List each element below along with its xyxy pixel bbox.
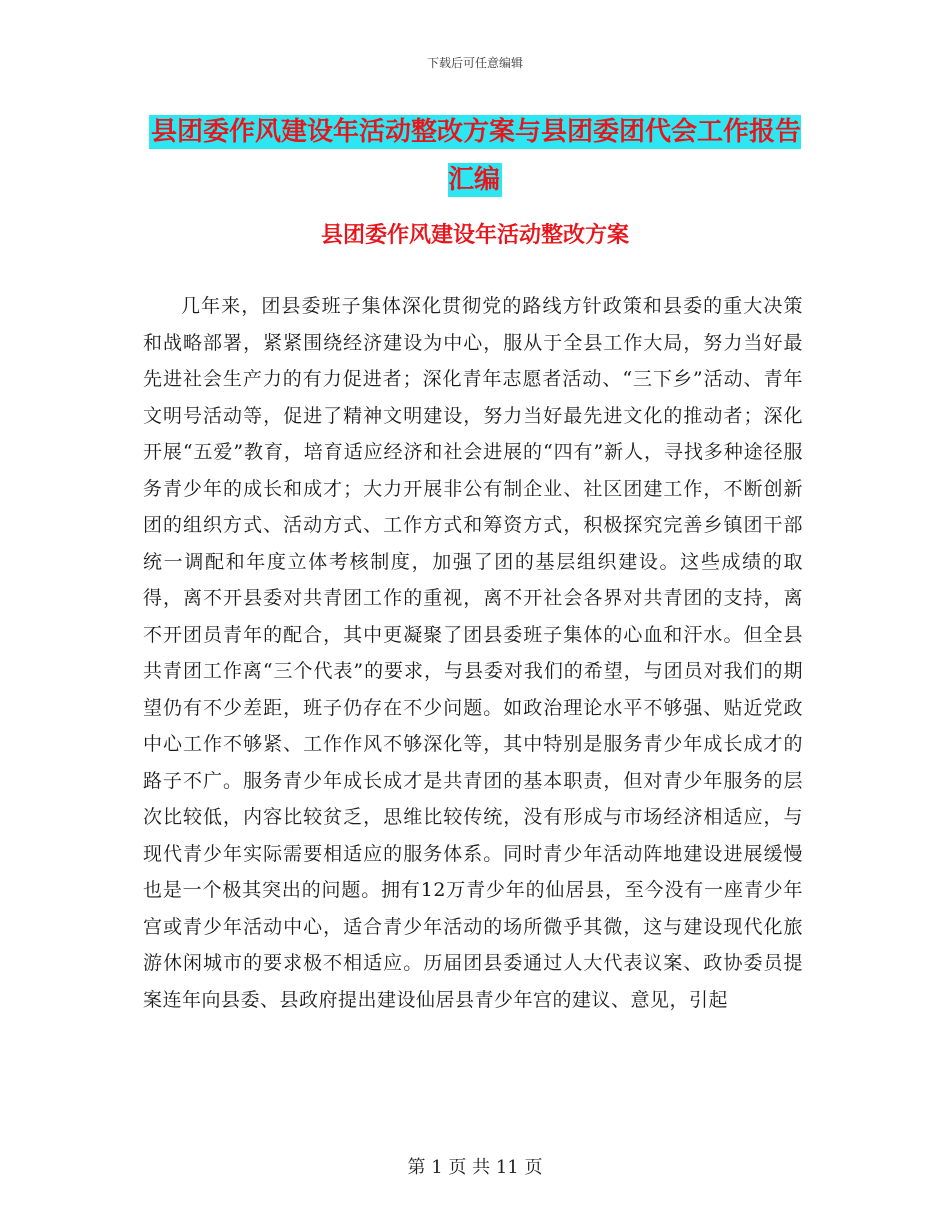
body-paragraph: 几年来，团县委班子集体深化贯彻党的路线方针政策和县委的重大决策和战略部署，紧紧围绕经济建设为中心，服从于全县工作大局，努力当好最先进社会生产力的有力促进者；深化青年志愿者活动、“三下乡”活动、青年文明号活动等，促进了精神文明建设，努力当好最先进文化的推动者；深化开展“五爱”教育，培育适应经济和社会进展的“四有”新人，寻找多种途径服务青少年的成长和成才；大力开展非公有制企业、社区团建工作，不断创新团的组织方式、活动方式、工作方式和筹资方式，积极探究完善乡镇团干部统一调配和年度立体考核制度，加强了团的基层组织建设。这些成绩的取得，离不开县委对共青团工作的重视，离不开社会各界对共青团的支持，离不开团员青年的配合，其中更凝聚了团县委班子集体的心血和汗水。但全县共青团工作离“三个代表”的要求，与县委对我们的希望，与团员对我们的期望仍有不少差距，班子仍存在不少问题。如政治理论水平不够强、贴近党政中心工作不够紧、工作作风不够深化等，其中特别是服务青少年成长成才的路子不广。服务青少年成长成才是共青团的基本职责，但对青少年服务的层次比较低，内容比较贫乏，思维比较传统，没有形成与市场经济相适应，与现代青少年实际需要相适应的服务体系。同时青少年活动阵地建设进展缓慢也是一个极其突出的问题。拥有12万青少年的仙居县，至今没有一座青少年宫或青少年活动中心，适合青少年活动的场所微乎其微，这与建设现代化旅游休闲城市的要求极不相适应。历届团县委通过人大代表议案、政协委员提案连年向县委、县政府提出建设仙居县青少年宫的建议、意见，引起 [143, 295, 803, 1011]
document-title [140, 108, 810, 204]
document-title-text: 县团委作风建设年活动整改方案与县团委团代会工作报告汇编 [150, 117, 801, 195]
section-title: 县团委作风建设年活动整改方案 [320, 222, 629, 248]
page-footer: 第 1 页 共 11 页 [407, 1157, 543, 1178]
header-note: 下载后可任意编辑 [426, 56, 523, 70]
